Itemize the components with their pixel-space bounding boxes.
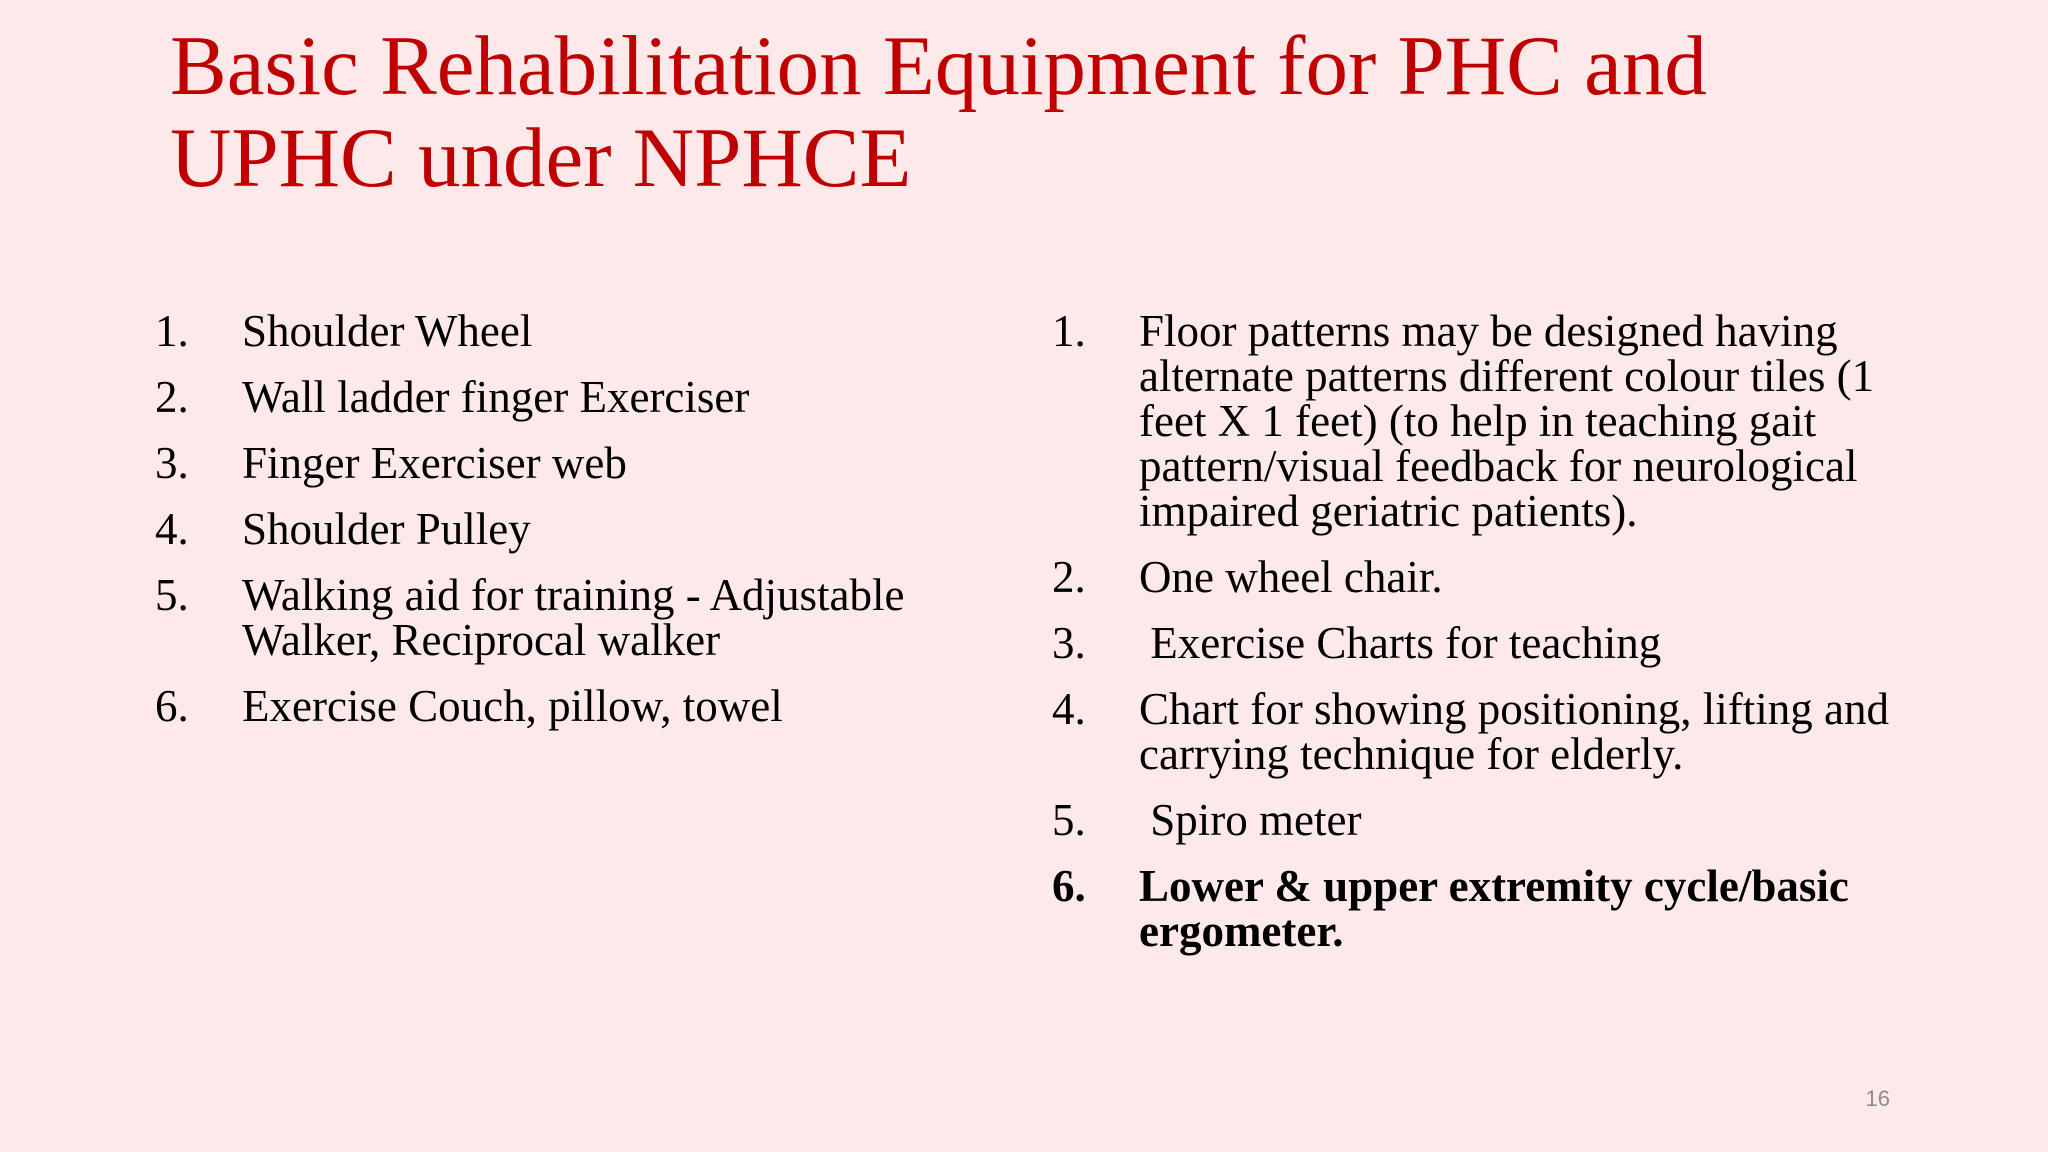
list-item-text: Exercise Charts for teaching	[1139, 618, 1662, 668]
right-facility-list	[1052, 306, 1912, 975]
list-item	[155, 504, 985, 554]
slide-title: Basic Rehabilitation Equipment for PHC and UPHC under NPHCE	[170, 19, 1707, 205]
list-item-number: 4.	[155, 504, 189, 554]
list-item-number: 1.	[155, 306, 189, 356]
list-item-text: Walking aid for training - Adjustable Walker, Reciprocal walker	[242, 570, 905, 665]
list-item-number: 6.	[1052, 861, 1086, 911]
list-item	[155, 681, 985, 731]
list-item-text: Chart for showing positioning, lifting and carrying technique for elderly.	[1139, 684, 1889, 779]
list-item-number: 1.	[1052, 306, 1086, 356]
list-item-number: 3.	[1052, 618, 1086, 668]
list-item-text: Lower & upper extremity cycle/basic ergometer.	[1139, 861, 1849, 956]
list-item	[155, 372, 985, 422]
list-item	[1052, 618, 1912, 668]
list-item-number: 2.	[1052, 552, 1086, 602]
list-item-number: 5.	[1052, 795, 1086, 845]
list-item-text: Finger Exerciser web	[242, 438, 627, 488]
page-number: 16	[1865, 1086, 1890, 1111]
list-item-text: Shoulder Pulley	[242, 504, 531, 554]
list-item-number: 2.	[155, 372, 189, 422]
list-item-text: Wall ladder finger Exerciser	[242, 372, 750, 422]
list-item	[155, 306, 985, 356]
list-item	[1052, 795, 1912, 845]
list-item-text: Shoulder Wheel	[242, 306, 533, 356]
list-item-text: Floor patterns may be designed having alternate patterns different colour tiles (1 feet X 1 feet) (to help in teaching gait pattern/visual feedback for neurological impaired geriatric patients).	[1139, 306, 1875, 536]
list-item-text: Exercise Couch, pillow, towel	[242, 681, 783, 731]
left-equipment-list	[155, 306, 985, 750]
list-item-number: 5.	[155, 570, 189, 620]
list-item-text: One wheel chair.	[1139, 552, 1443, 602]
list-item	[1052, 861, 1912, 956]
list-item	[1052, 306, 1912, 536]
list-item	[155, 570, 985, 665]
list-item-number: 6.	[155, 681, 189, 731]
list-item	[1052, 684, 1912, 779]
list-item-number: 4.	[1052, 684, 1086, 734]
list-item	[155, 438, 985, 488]
list-item-number: 3.	[155, 438, 189, 488]
list-item-text: Spiro meter	[1139, 795, 1362, 845]
list-item	[1052, 552, 1912, 602]
